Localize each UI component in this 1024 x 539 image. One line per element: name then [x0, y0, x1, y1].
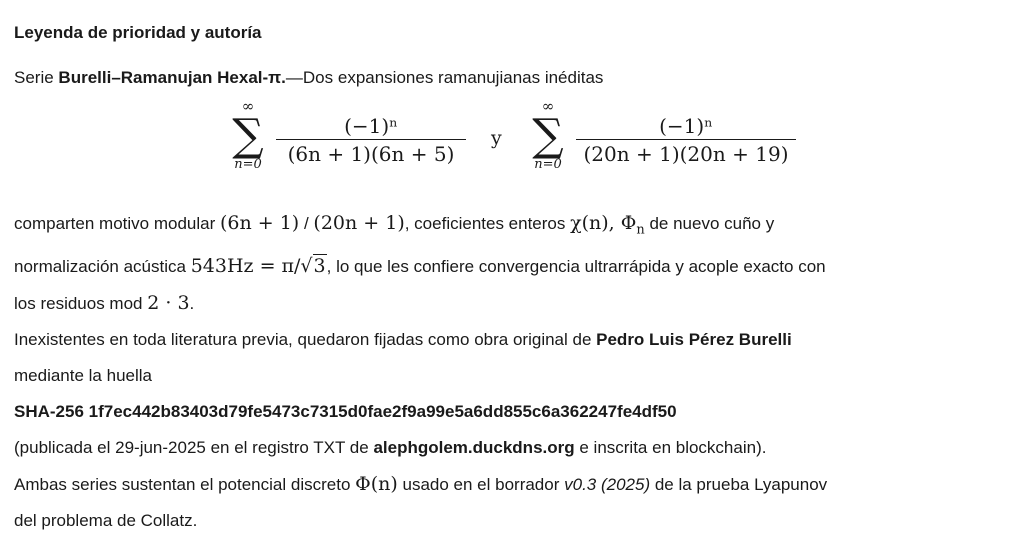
paragraph4-line2: del problema de Collatz.: [14, 511, 198, 531]
p1-text7: los residuos mod: [14, 294, 148, 314]
hash-line: SHA-256 1f7ec442b83403d79fe5473c7315d0fae2f9a99e5a6dd855c6a362247fe4df50: [14, 402, 677, 422]
formula-row: [14, 99, 1010, 195]
series-name: Burelli–Ramanujan Hexal-π.: [58, 68, 286, 87]
p1-text6: , lo que les confiere convergencia ultrarrápida y acople exacto con: [326, 257, 826, 277]
intro-line: [14, 67, 1010, 89]
paragraph1-line1: [14, 205, 1010, 248]
p2-text1: Inexistentes en toda literatura previa, quedaron fijadas como obra original de: [14, 330, 597, 350]
paragraph2-line1: [14, 322, 1010, 358]
draft-version: v0.3 (2025): [564, 475, 651, 495]
p1-math3: χ(n), Φ: [570, 212, 637, 234]
paragraph3: [14, 430, 1010, 466]
p3-text2: e inscrita en blockchain).: [574, 438, 767, 458]
intro-suffix: —Dos expansiones ramanujianas inéditas: [285, 68, 604, 87]
connector: y: [491, 127, 502, 149]
right-fraction: [576, 113, 796, 168]
p1-text1: comparten motivo modular: [14, 214, 220, 233]
left-sum-symbol: ∑: [232, 110, 264, 161]
right-sum-symbol: ∑: [532, 110, 564, 161]
right-numerator: (−1)ⁿ: [659, 114, 713, 138]
p1-math5: 2 · 3: [147, 292, 190, 315]
body-text: [14, 205, 1010, 539]
intro-prefix: Serie: [14, 68, 59, 87]
p1-text5: normalización acústica: [14, 257, 191, 277]
paragraph1-line3: [14, 285, 1010, 322]
p1-text4: de nuevo cuño y: [644, 214, 775, 233]
p1-math1: (6n + 1): [219, 212, 300, 234]
right-denominator: (20n + 1)(20n + 19): [583, 142, 789, 166]
p3-text1: (publicada el 29-jun-2025 en el registro TXT de: [14, 438, 374, 458]
paragraph2-line2: mediante la huella: [14, 366, 152, 386]
p1-math3-sub: n: [636, 222, 645, 238]
p4-math1: Φ(n): [355, 473, 398, 496]
left-denominator: (6n + 1)(6n + 5): [287, 142, 455, 166]
right-sum-lower: n=0: [534, 157, 562, 172]
left-numerator: (−1)ⁿ: [344, 114, 398, 138]
p1-math2: (20n + 1): [313, 212, 405, 234]
paragraph4-line1: [14, 466, 1010, 503]
p1-text2: /: [299, 214, 314, 233]
p1-math4: 543Hz = π/√: [190, 255, 313, 278]
p4-text2: usado en el borrador: [397, 475, 565, 495]
p4-text1: Ambas series sustentan el potencial discreto: [14, 475, 356, 495]
p1-text3: , coeficientes enteros: [404, 214, 571, 233]
left-sum-lower: n=0: [234, 157, 262, 172]
registry-domain: alephgolem.duckdns.org: [373, 438, 575, 458]
heading: Leyenda de prioridad y autoría: [14, 23, 262, 42]
right-sum: [526, 99, 570, 172]
p4-text3: de la prueba Lyapunov: [650, 475, 828, 495]
left-sum-upper: ∞: [241, 97, 255, 115]
p1-math4-radicand: 3: [313, 255, 326, 278]
paragraph1-line2: [14, 248, 1010, 285]
right-sum-upper: ∞: [541, 97, 555, 115]
left-sum: [226, 99, 270, 172]
author-name: Pedro Luis Pérez Burelli: [596, 330, 792, 350]
p1-text8: .: [189, 294, 195, 314]
left-fraction: [276, 113, 466, 168]
